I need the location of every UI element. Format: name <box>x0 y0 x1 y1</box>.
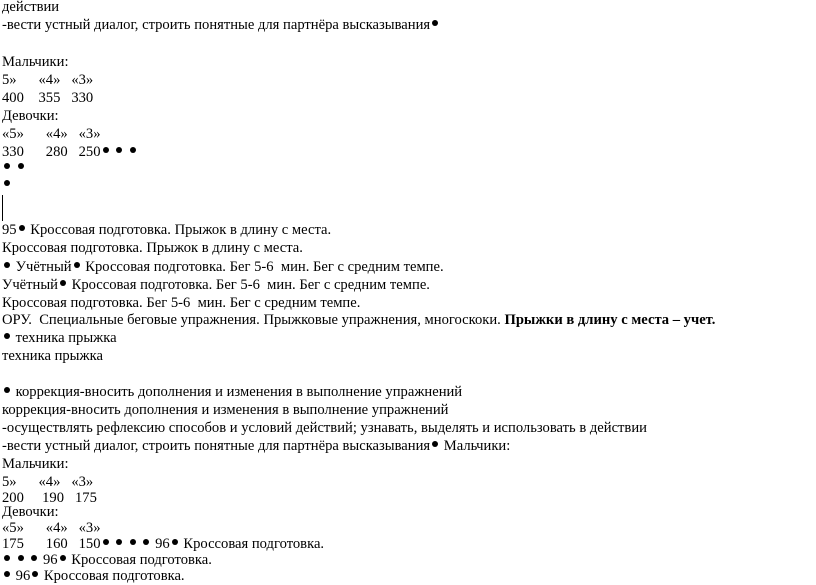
text-line: коррекция-вносить дополнения и изменения в выполнение упражнений <box>2 384 462 401</box>
text-line: 95 Кроссовая подготовка. Прыжок в длину с места. <box>2 222 332 238</box>
bullet-icon <box>19 225 25 231</box>
bullet-icon <box>74 262 80 268</box>
grade-header: 5» «4» «3» <box>2 474 94 490</box>
bullet-icon <box>4 163 10 169</box>
bullet-icon <box>18 163 24 169</box>
bullet-icon <box>4 262 10 268</box>
text-line: 175 160 150 96 Кроссовая подготовка. <box>2 536 325 552</box>
bullet-icon <box>4 555 10 561</box>
bullet-icon <box>130 147 136 153</box>
grade-header: «5» «4» «3» <box>2 126 101 142</box>
bullet-icon <box>4 571 10 577</box>
bullet-icon <box>18 555 24 561</box>
text-line: -вести устный диалог, строить понятные для партнёра высказывания Мальчики: <box>2 438 511 454</box>
bullet-icon <box>60 280 66 286</box>
bullet-icon <box>32 571 38 577</box>
bullet-icon <box>4 333 10 339</box>
bullet-icon <box>432 441 438 447</box>
text-line: -осуществлять рефлексию способов и условий действий; узнавать, выделять и использовать в действии <box>2 420 647 436</box>
text-line: Учётный Кроссовая подготовка. Бег 5-6 мин. Бег с средним темпе. <box>2 259 444 276</box>
bullet-icon <box>116 539 122 545</box>
text-line: Кроссовая подготовка. Прыжок в длину с места. <box>2 240 303 256</box>
vertical-rule <box>2 195 3 221</box>
girls-heading: Девочки: <box>2 504 59 520</box>
text-line: техника прыжка <box>2 348 103 364</box>
grade-header: 5» «4» «3» <box>2 72 94 88</box>
bullet-icon <box>130 539 136 545</box>
text-line: 96 Кроссовая подготовка. <box>2 552 212 569</box>
text-line: техника прыжка <box>2 330 117 347</box>
text-line: 96 Кроссовая подготовка. <box>2 568 185 585</box>
bullet-icon <box>60 555 66 561</box>
bullet-icon <box>172 539 178 545</box>
bullet-icon <box>432 20 438 26</box>
bullet-row <box>2 160 26 177</box>
boys-heading: Мальчики: <box>2 54 69 70</box>
grade-values: 330 280 250 <box>2 144 138 161</box>
text-line: ОРУ. Специальные беговые упражнения. Прыжковые упражнения, многоскоки. Прыжки в длину с места – учет. <box>2 312 716 328</box>
text-line: действии <box>2 0 60 15</box>
bullet-row <box>2 177 12 194</box>
text-line: -вести устный диалог, строить понятные для партнёра высказывания <box>2 17 440 34</box>
grade-values: 400 355 330 <box>2 90 94 106</box>
bullet-icon <box>143 539 149 545</box>
bullet-icon <box>4 387 10 393</box>
text-line: Учётный Кроссовая подготовка. Бег 5-6 мин. Бег с средним темпе. <box>2 277 430 293</box>
bullet-icon <box>103 147 109 153</box>
bullet-icon <box>116 147 122 153</box>
bullet-icon <box>31 555 37 561</box>
text-line: коррекция-вносить дополнения и изменения в выполнение упражнений <box>2 402 449 418</box>
boys-heading: Мальчики: <box>2 456 69 472</box>
bullet-icon <box>103 539 109 545</box>
grade-values: 200 190 175 <box>2 490 97 506</box>
girls-heading: Девочки: <box>2 108 59 124</box>
text-line: Кроссовая подготовка. Бег 5-6 мин. Бег с средним темпе. <box>2 295 361 311</box>
grade-header: «5» «4» «3» <box>2 520 101 536</box>
bullet-icon <box>4 180 10 186</box>
